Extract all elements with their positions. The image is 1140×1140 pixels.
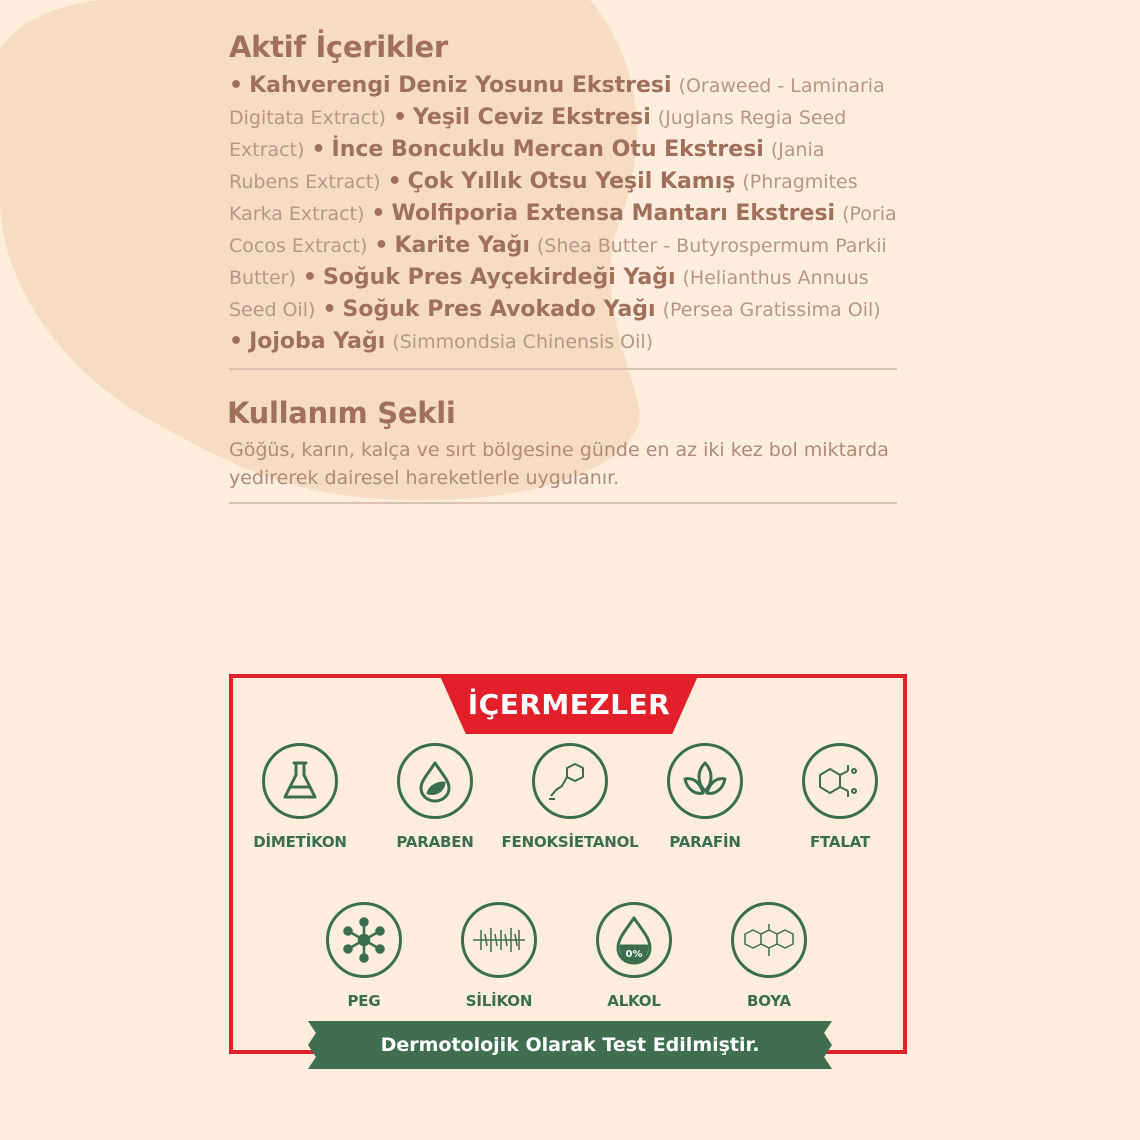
ingredient-name: Kahverengi Deniz Yosunu Ekstresi	[249, 73, 672, 98]
free-item-label: SİLİKON	[465, 992, 533, 1010]
free-item-label: FENOKSİETANOL	[501, 833, 639, 851]
leaves-icon	[667, 743, 743, 819]
section-divider	[229, 368, 897, 370]
ingredient-name: Soğuk Pres Avokado Yağı	[342, 297, 656, 322]
bullet-icon: •	[311, 137, 326, 162]
ingredient-name: Karite Yağı	[394, 233, 530, 258]
free-item-parafin	[630, 743, 780, 851]
bullet-icon: •	[387, 169, 402, 194]
benzene-ring-icon	[802, 743, 878, 819]
active-ingredients-heading: Aktif İçerikler	[229, 30, 448, 64]
dye-molecule-icon	[731, 902, 807, 978]
section-divider	[229, 502, 897, 504]
free-item-ftalat	[765, 743, 915, 851]
content-panel	[229, 30, 899, 504]
bullet-icon: •	[392, 105, 407, 130]
free-item-peg	[289, 902, 439, 1010]
ingredient-latin: (Shea Butter - Butyrospermum Parkii Butter)	[229, 235, 887, 289]
bullet-icon: •	[371, 201, 386, 226]
ingredient-latin: (Helianthus Annuus Seed Oil)	[229, 267, 869, 321]
ingredients-list	[229, 70, 899, 358]
silicone-chain-icon	[461, 902, 537, 978]
ingredient-name: İnce Boncuklu Mercan Otu Ekstresi	[331, 137, 764, 162]
free-item-label: PARABEN	[396, 833, 474, 851]
free-item-label: FTALAT	[810, 833, 870, 851]
droplet-leaf-icon	[397, 743, 473, 819]
dermatology-ribbon	[308, 1021, 832, 1069]
usage-text: Göğüs, karın, kalça ve sırt bölgesine günde en az iki kez bol miktarda yedirerek dairesel hareketlerle uygulanır.	[229, 439, 889, 489]
free-item-boya	[694, 902, 844, 1010]
bullet-icon: •	[374, 233, 389, 258]
free-item-label: DİMETİKON	[253, 833, 347, 851]
free-item-label: BOYA	[747, 992, 791, 1010]
free-from-title-tab	[440, 676, 698, 734]
molecule-chain-icon	[532, 743, 608, 819]
ribbon-text: Dermotolojik Olarak Test Edilmiştir.	[380, 1034, 760, 1056]
ingredient-latin: (Juglans Regia Seed Extract)	[229, 107, 847, 161]
alcohol-drop-icon	[596, 902, 672, 978]
free-from-title: İÇERMEZLER	[467, 688, 671, 721]
free-item-label: PEG	[347, 992, 381, 1010]
free-item-label: PARAFİN	[669, 833, 741, 851]
free-item-fenoksietanol	[495, 743, 645, 851]
usage-heading: Kullanım Şekli	[227, 396, 456, 430]
bullet-icon: •	[229, 329, 244, 354]
free-item-alkol	[559, 902, 709, 1010]
bullet-icon: •	[229, 73, 244, 98]
ingredient-latin: (Persea Gratissima Oil)	[662, 299, 881, 321]
ingredient-name: Soğuk Pres Ayçekirdeği Yağı	[322, 265, 676, 290]
bullet-icon: •	[322, 297, 337, 322]
ingredient-latin: (Simmondsia Chinensis Oil)	[392, 331, 654, 353]
flask-icon	[262, 743, 338, 819]
ingredient-latin: (Jania Rubens Extract)	[229, 139, 825, 193]
free-item-silikon	[424, 902, 574, 1010]
alcohol-badge: 0%	[625, 949, 643, 960]
ingredient-name: Yeşil Ceviz Ekstresi	[413, 105, 651, 130]
ingredient-latin: (Poria Cocos Extract)	[229, 203, 897, 257]
free-item-label: ALKOL	[607, 992, 661, 1010]
ingredient-name: Çok Yıllık Otsu Yeşil Kamış	[407, 169, 736, 194]
free-item-paraben	[360, 743, 510, 851]
bullet-icon: •	[302, 265, 317, 290]
ingredient-latin: (Oraweed - Laminaria Digitata Extract)	[229, 75, 885, 129]
ingredient-name: Wolfiporia Extensa Mantarı Ekstresi	[391, 201, 836, 226]
ingredient-latin: (Phragmites Karka Extract)	[229, 171, 858, 225]
ingredient-name: Jojoba Yağı	[249, 329, 386, 354]
molecule-network-icon	[326, 902, 402, 978]
free-item-dimetikon	[225, 743, 375, 851]
